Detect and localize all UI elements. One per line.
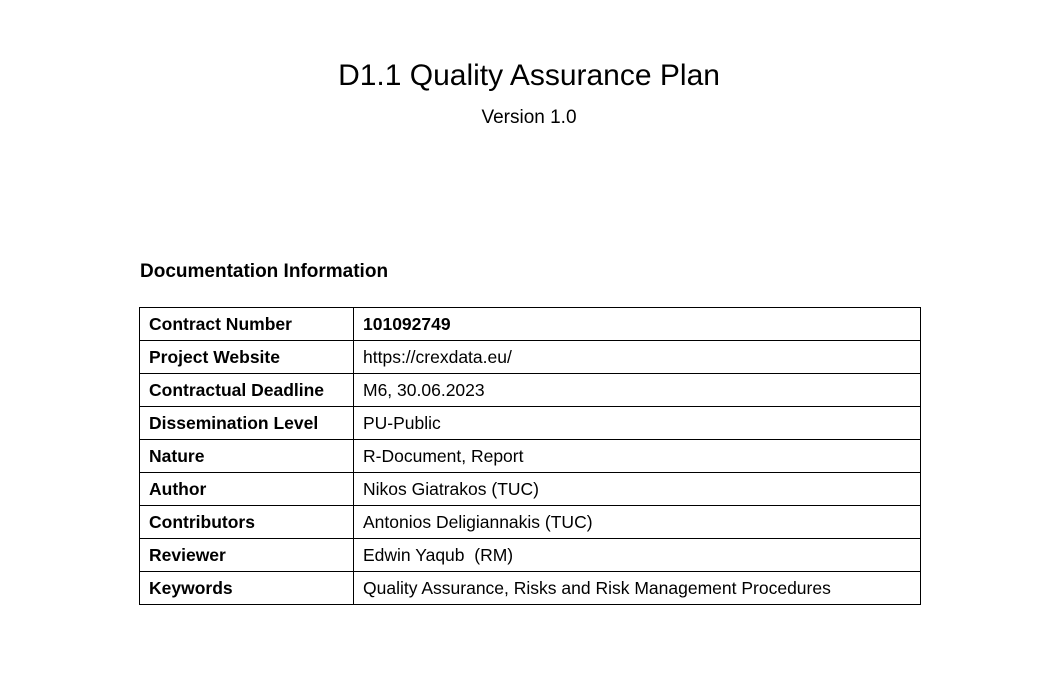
keywords-label: Keywords [140, 572, 354, 605]
author-value: Nikos Giatrakos (TUC) [354, 473, 921, 506]
reviewer-value: Edwin Yaqub (RM) [354, 539, 921, 572]
nature-label: Nature [140, 440, 354, 473]
keywords-value: Quality Assurance, Risks and Risk Management Procedures [354, 572, 921, 605]
table-row-contract-number [140, 308, 921, 341]
contributors-value: Antonios Deligiannakis (TUC) [354, 506, 921, 539]
dissemination-level-value: PU-Public [354, 407, 921, 440]
contributors-label: Contributors [140, 506, 354, 539]
section-heading: Documentation Information [140, 261, 389, 282]
contract-number-label: Contract Number [140, 308, 354, 341]
table-row-contributors [140, 506, 921, 539]
contractual-deadline-value: M6, 30.06.2023 [354, 374, 921, 407]
table-row-nature [140, 440, 921, 473]
project-website-label: Project Website [140, 341, 354, 374]
table-row-reviewer [140, 539, 921, 572]
table-row-keywords [140, 572, 921, 605]
table-row-contractual-deadline [140, 374, 921, 407]
table-row-dissemination-level [140, 407, 921, 440]
documentation-info-table [139, 307, 921, 605]
project-website-value[interactable]: https://crexdata.eu/ [354, 341, 921, 374]
contract-number-value: 101092749 [354, 308, 921, 341]
contractual-deadline-label: Contractual Deadline [140, 374, 354, 407]
author-label: Author [140, 473, 354, 506]
table-row-project-website [140, 341, 921, 374]
document-title: D1.1 Quality Assurance Plan [338, 59, 720, 92]
reviewer-label: Reviewer [140, 539, 354, 572]
table-row-author [140, 473, 921, 506]
dissemination-level-label: Dissemination Level [140, 407, 354, 440]
document-version: Version 1.0 [481, 107, 577, 128]
nature-value: R-Document, Report [354, 440, 921, 473]
